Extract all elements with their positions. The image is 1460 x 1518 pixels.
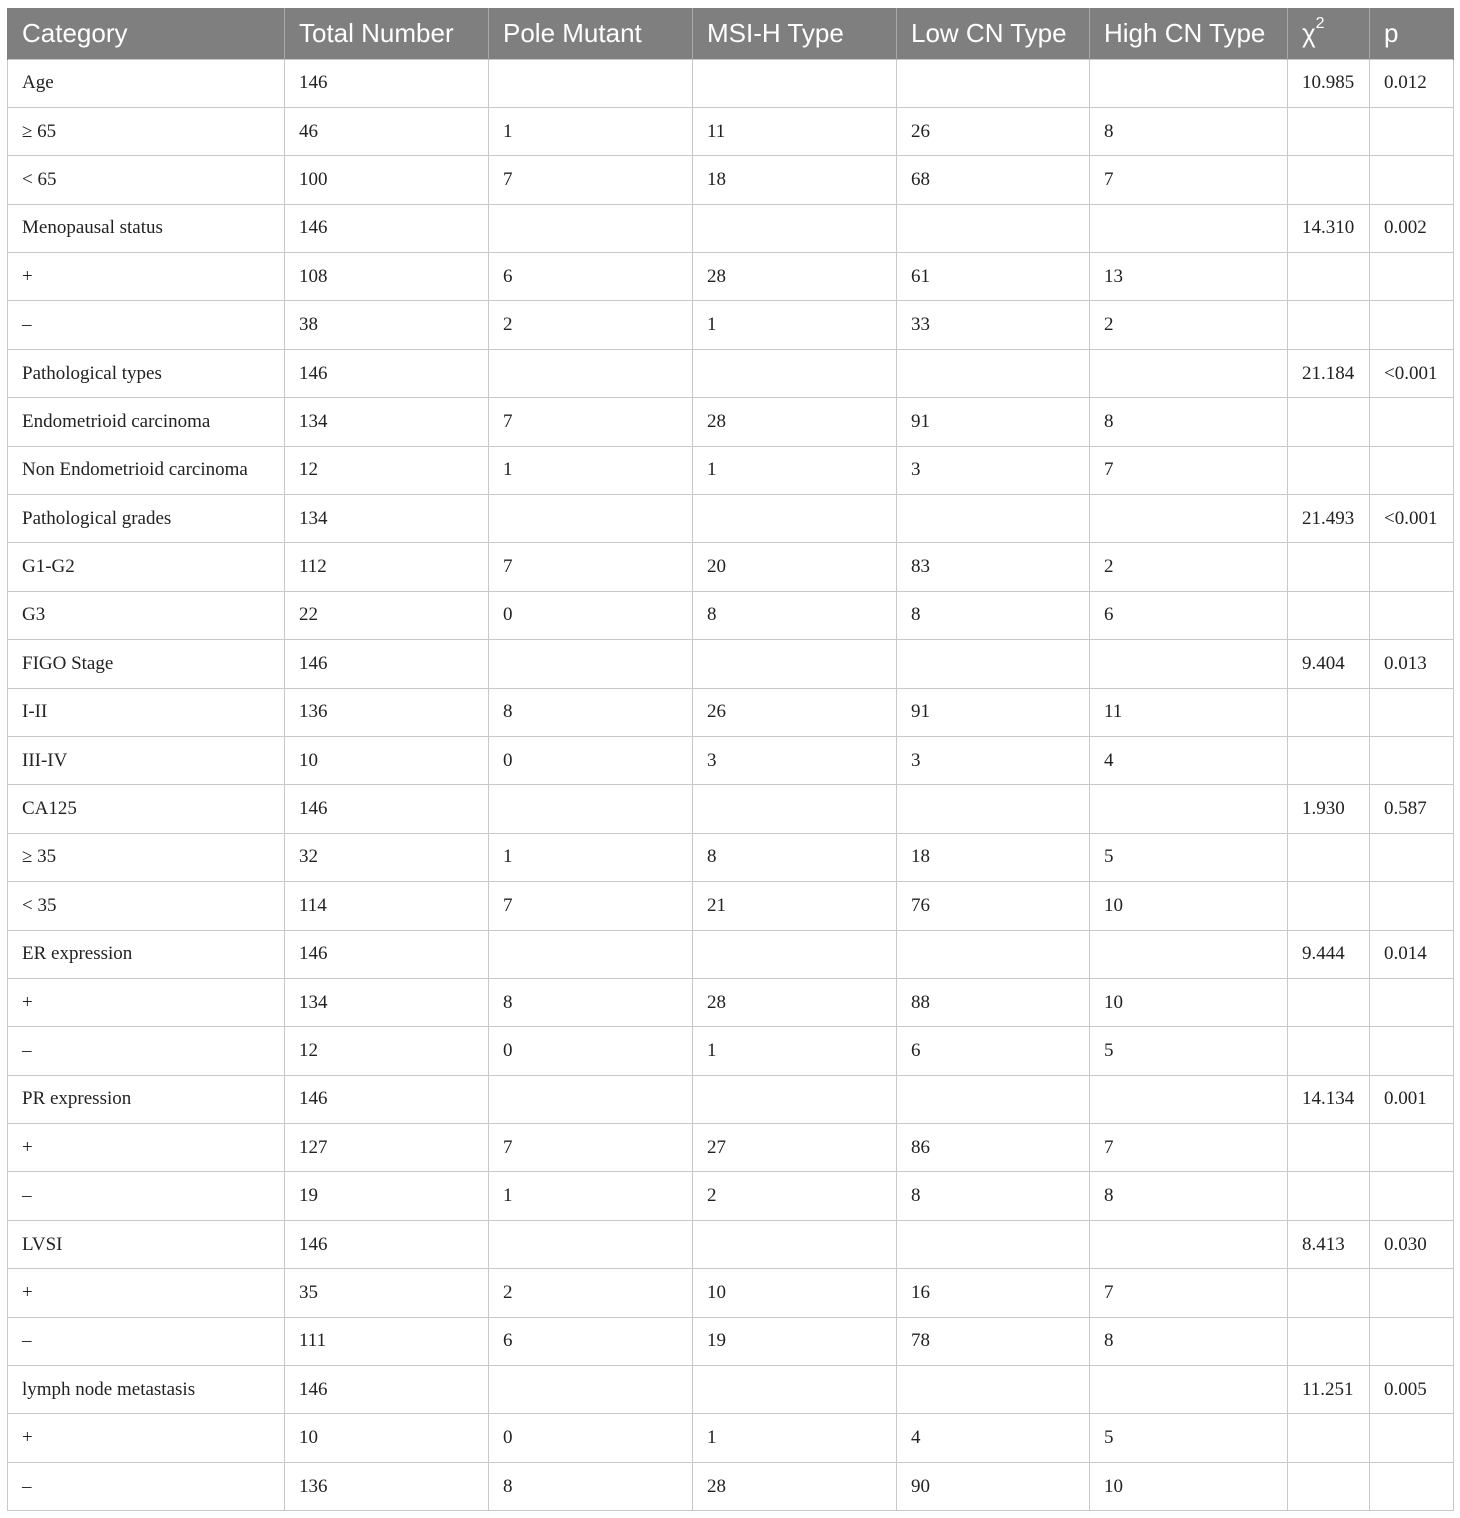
cell-pole-mutant: 7 [489, 1124, 693, 1172]
cell-high-cn-type [1090, 1366, 1288, 1414]
cell-chi-square [1288, 688, 1370, 736]
cell-low-cn-type: 8 [897, 591, 1090, 639]
cell-chi-square [1288, 543, 1370, 591]
cell-total-number: 32 [285, 833, 489, 881]
header-category: Category [8, 8, 285, 59]
cell-pole-mutant: 6 [489, 1317, 693, 1365]
cell-low-cn-type: 8 [897, 1172, 1090, 1220]
cell-high-cn-type: 11 [1090, 688, 1288, 736]
cell-chi-square [1288, 978, 1370, 1026]
cell-p-value: 0.013 [1370, 640, 1454, 688]
cell-p-value: 0.014 [1370, 930, 1454, 978]
cell-total-number: 146 [285, 349, 489, 397]
table-row [8, 640, 1454, 688]
cell-p-value [1370, 882, 1454, 930]
cell-total-number: 10 [285, 1414, 489, 1462]
clinical-characteristics-table [7, 8, 1454, 1511]
cell-msi-h-type [693, 1220, 897, 1268]
cell-high-cn-type: 10 [1090, 978, 1288, 1026]
cell-msi-h-type: 19 [693, 1317, 897, 1365]
cell-low-cn-type: 90 [897, 1462, 1090, 1510]
cell-category: – [8, 1027, 285, 1075]
table-row [8, 156, 1454, 204]
cell-low-cn-type: 91 [897, 398, 1090, 446]
cell-low-cn-type [897, 1220, 1090, 1268]
cell-p-value: 0.587 [1370, 785, 1454, 833]
table-row [8, 736, 1454, 784]
cell-high-cn-type [1090, 59, 1288, 107]
table-row [8, 1124, 1454, 1172]
cell-msi-h-type: 26 [693, 688, 897, 736]
cell-low-cn-type: 83 [897, 543, 1090, 591]
table-row [8, 1027, 1454, 1075]
header-high-cn-type: High CN Type [1090, 8, 1288, 59]
cell-p-value [1370, 1124, 1454, 1172]
header-msi-h-type: MSI-H Type [693, 8, 897, 59]
cell-msi-h-type: 1 [693, 446, 897, 494]
cell-msi-h-type [693, 1366, 897, 1414]
cell-p-value [1370, 1172, 1454, 1220]
cell-category: + [8, 1269, 285, 1317]
table-header [8, 8, 1454, 59]
cell-high-cn-type [1090, 495, 1288, 543]
cell-msi-h-type: 18 [693, 156, 897, 204]
cell-pole-mutant: 2 [489, 1269, 693, 1317]
cell-pole-mutant [489, 930, 693, 978]
cell-msi-h-type [693, 930, 897, 978]
cell-msi-h-type: 21 [693, 882, 897, 930]
cell-high-cn-type [1090, 930, 1288, 978]
header-total-number: Total Number [285, 8, 489, 59]
cell-category: + [8, 1124, 285, 1172]
cell-low-cn-type [897, 204, 1090, 252]
cell-chi-square [1288, 1124, 1370, 1172]
cell-total-number: 46 [285, 107, 489, 155]
cell-p-value [1370, 978, 1454, 1026]
cell-low-cn-type [897, 785, 1090, 833]
cell-total-number: 146 [285, 1220, 489, 1268]
cell-p-value: 0.005 [1370, 1366, 1454, 1414]
cell-category: ≥ 35 [8, 833, 285, 881]
cell-p-value [1370, 398, 1454, 446]
cell-p-value [1370, 301, 1454, 349]
table-row [8, 1269, 1454, 1317]
data-table-container [7, 8, 1453, 1511]
header-p-value: p [1370, 8, 1454, 59]
cell-p-value [1370, 736, 1454, 784]
cell-pole-mutant: 8 [489, 1462, 693, 1510]
cell-high-cn-type [1090, 349, 1288, 397]
cell-pole-mutant: 7 [489, 882, 693, 930]
cell-chi-square [1288, 253, 1370, 301]
table-row [8, 1317, 1454, 1365]
cell-chi-square [1288, 107, 1370, 155]
table-row [8, 398, 1454, 446]
cell-pole-mutant [489, 204, 693, 252]
cell-low-cn-type [897, 59, 1090, 107]
cell-high-cn-type: 7 [1090, 1124, 1288, 1172]
cell-high-cn-type: 8 [1090, 398, 1288, 446]
cell-p-value [1370, 1317, 1454, 1365]
cell-pole-mutant [489, 1075, 693, 1123]
cell-pole-mutant: 7 [489, 398, 693, 446]
cell-total-number: 38 [285, 301, 489, 349]
cell-high-cn-type: 8 [1090, 1172, 1288, 1220]
cell-chi-square [1288, 156, 1370, 204]
cell-total-number: 114 [285, 882, 489, 930]
cell-total-number: 19 [285, 1172, 489, 1220]
table-row [8, 204, 1454, 252]
table-row [8, 1462, 1454, 1510]
table-row [8, 301, 1454, 349]
cell-category: Menopausal status [8, 204, 285, 252]
cell-pole-mutant [489, 785, 693, 833]
cell-p-value: 0.030 [1370, 1220, 1454, 1268]
cell-high-cn-type: 5 [1090, 1027, 1288, 1075]
cell-category: < 35 [8, 882, 285, 930]
cell-high-cn-type: 7 [1090, 446, 1288, 494]
cell-low-cn-type [897, 640, 1090, 688]
cell-msi-h-type: 8 [693, 833, 897, 881]
cell-low-cn-type: 26 [897, 107, 1090, 155]
cell-category: Non Endometrioid carcinoma [8, 446, 285, 494]
cell-pole-mutant [489, 349, 693, 397]
cell-category: lymph node metastasis [8, 1366, 285, 1414]
cell-p-value: 0.002 [1370, 204, 1454, 252]
table-row [8, 1172, 1454, 1220]
cell-chi-square: 11.251 [1288, 1366, 1370, 1414]
table-row [8, 59, 1454, 107]
table-row [8, 978, 1454, 1026]
cell-msi-h-type: 1 [693, 1027, 897, 1075]
cell-category: PR expression [8, 1075, 285, 1123]
cell-msi-h-type [693, 495, 897, 543]
cell-high-cn-type: 4 [1090, 736, 1288, 784]
cell-msi-h-type: 28 [693, 978, 897, 1026]
cell-chi-square [1288, 1414, 1370, 1462]
table-row [8, 349, 1454, 397]
cell-low-cn-type: 76 [897, 882, 1090, 930]
cell-low-cn-type: 4 [897, 1414, 1090, 1462]
cell-pole-mutant: 0 [489, 591, 693, 639]
cell-high-cn-type [1090, 204, 1288, 252]
cell-category: FIGO Stage [8, 640, 285, 688]
cell-chi-square [1288, 301, 1370, 349]
cell-chi-square [1288, 1172, 1370, 1220]
cell-pole-mutant: 7 [489, 543, 693, 591]
cell-chi-square: 9.444 [1288, 930, 1370, 978]
cell-total-number: 136 [285, 1462, 489, 1510]
cell-chi-square: 21.493 [1288, 495, 1370, 543]
cell-p-value [1370, 156, 1454, 204]
cell-chi-square [1288, 591, 1370, 639]
cell-pole-mutant [489, 1366, 693, 1414]
cell-chi-square [1288, 833, 1370, 881]
cell-msi-h-type: 28 [693, 1462, 897, 1510]
cell-category: – [8, 301, 285, 349]
table-row [8, 930, 1454, 978]
cell-pole-mutant [489, 59, 693, 107]
cell-high-cn-type: 10 [1090, 1462, 1288, 1510]
cell-p-value [1370, 688, 1454, 736]
cell-category: Endometrioid carcinoma [8, 398, 285, 446]
chi-symbol: χ [1302, 17, 1316, 48]
cell-pole-mutant [489, 1220, 693, 1268]
cell-total-number: 146 [285, 930, 489, 978]
cell-high-cn-type: 8 [1090, 107, 1288, 155]
table-row [8, 1075, 1454, 1123]
cell-high-cn-type [1090, 1220, 1288, 1268]
cell-total-number: 146 [285, 59, 489, 107]
cell-msi-h-type: 3 [693, 736, 897, 784]
cell-msi-h-type [693, 349, 897, 397]
cell-category: – [8, 1462, 285, 1510]
cell-high-cn-type: 5 [1090, 1414, 1288, 1462]
cell-total-number: 146 [285, 640, 489, 688]
cell-category: < 65 [8, 156, 285, 204]
table-row [8, 446, 1454, 494]
cell-chi-square: 9.404 [1288, 640, 1370, 688]
cell-category: ER expression [8, 930, 285, 978]
cell-p-value [1370, 446, 1454, 494]
table-row [8, 688, 1454, 736]
header-chi-square [1288, 8, 1370, 59]
cell-pole-mutant: 2 [489, 301, 693, 349]
cell-low-cn-type: 88 [897, 978, 1090, 1026]
cell-category: G1-G2 [8, 543, 285, 591]
cell-low-cn-type: 61 [897, 253, 1090, 301]
cell-low-cn-type: 86 [897, 1124, 1090, 1172]
cell-category: Pathological types [8, 349, 285, 397]
cell-p-value [1370, 1462, 1454, 1510]
cell-total-number: 12 [285, 1027, 489, 1075]
cell-low-cn-type: 6 [897, 1027, 1090, 1075]
cell-category: + [8, 978, 285, 1026]
cell-pole-mutant: 0 [489, 1027, 693, 1075]
cell-total-number: 136 [285, 688, 489, 736]
cell-pole-mutant: 0 [489, 1414, 693, 1462]
cell-low-cn-type: 91 [897, 688, 1090, 736]
cell-p-value [1370, 253, 1454, 301]
cell-category: Pathological grades [8, 495, 285, 543]
cell-chi-square: 14.134 [1288, 1075, 1370, 1123]
cell-p-value: 0.001 [1370, 1075, 1454, 1123]
cell-low-cn-type [897, 349, 1090, 397]
cell-pole-mutant: 7 [489, 156, 693, 204]
cell-msi-h-type: 20 [693, 543, 897, 591]
cell-total-number: 146 [285, 1366, 489, 1414]
cell-p-value [1370, 1027, 1454, 1075]
cell-chi-square [1288, 882, 1370, 930]
cell-msi-h-type: 8 [693, 591, 897, 639]
table-row [8, 785, 1454, 833]
cell-low-cn-type: 16 [897, 1269, 1090, 1317]
cell-chi-square: 1.930 [1288, 785, 1370, 833]
cell-chi-square: 10.985 [1288, 59, 1370, 107]
table-row [8, 1220, 1454, 1268]
cell-low-cn-type [897, 1075, 1090, 1123]
table-row [8, 1414, 1454, 1462]
chi-superscript: 2 [1315, 15, 1325, 33]
header-low-cn-type: Low CN Type [897, 8, 1090, 59]
cell-low-cn-type: 3 [897, 446, 1090, 494]
cell-chi-square [1288, 1462, 1370, 1510]
cell-pole-mutant: 1 [489, 1172, 693, 1220]
cell-high-cn-type: 7 [1090, 156, 1288, 204]
cell-category: + [8, 1414, 285, 1462]
cell-p-value [1370, 591, 1454, 639]
cell-total-number: 146 [285, 785, 489, 833]
cell-high-cn-type: 7 [1090, 1269, 1288, 1317]
cell-pole-mutant [489, 640, 693, 688]
table-row [8, 107, 1454, 155]
cell-pole-mutant: 6 [489, 253, 693, 301]
cell-pole-mutant: 0 [489, 736, 693, 784]
cell-p-value: <0.001 [1370, 495, 1454, 543]
cell-total-number: 12 [285, 446, 489, 494]
cell-total-number: 146 [285, 1075, 489, 1123]
table-row [8, 882, 1454, 930]
cell-chi-square [1288, 1317, 1370, 1365]
cell-chi-square [1288, 1027, 1370, 1075]
cell-category: + [8, 253, 285, 301]
cell-msi-h-type [693, 204, 897, 252]
cell-msi-h-type: 27 [693, 1124, 897, 1172]
cell-msi-h-type: 1 [693, 301, 897, 349]
cell-total-number: 108 [285, 253, 489, 301]
cell-p-value [1370, 833, 1454, 881]
cell-p-value [1370, 107, 1454, 155]
cell-total-number: 134 [285, 398, 489, 446]
cell-pole-mutant: 1 [489, 446, 693, 494]
cell-high-cn-type [1090, 640, 1288, 688]
cell-category: III-IV [8, 736, 285, 784]
cell-category: G3 [8, 591, 285, 639]
cell-category: I-II [8, 688, 285, 736]
cell-msi-h-type [693, 785, 897, 833]
cell-p-value: <0.001 [1370, 349, 1454, 397]
header-pole-mutant: Pole Mutant [489, 8, 693, 59]
table-body [8, 59, 1454, 1511]
cell-total-number: 111 [285, 1317, 489, 1365]
cell-low-cn-type [897, 1366, 1090, 1414]
cell-high-cn-type: 2 [1090, 543, 1288, 591]
cell-low-cn-type: 33 [897, 301, 1090, 349]
cell-p-value: 0.012 [1370, 59, 1454, 107]
cell-chi-square: 8.413 [1288, 1220, 1370, 1268]
cell-category: – [8, 1317, 285, 1365]
cell-total-number: 35 [285, 1269, 489, 1317]
cell-msi-h-type: 1 [693, 1414, 897, 1462]
cell-pole-mutant [489, 495, 693, 543]
cell-category: CA125 [8, 785, 285, 833]
cell-msi-h-type [693, 59, 897, 107]
cell-total-number: 134 [285, 978, 489, 1026]
cell-p-value [1370, 1414, 1454, 1462]
cell-chi-square: 21.184 [1288, 349, 1370, 397]
table-row [8, 543, 1454, 591]
table-row [8, 833, 1454, 881]
cell-total-number: 134 [285, 495, 489, 543]
cell-msi-h-type: 11 [693, 107, 897, 155]
cell-high-cn-type: 13 [1090, 253, 1288, 301]
cell-pole-mutant: 8 [489, 688, 693, 736]
cell-low-cn-type [897, 495, 1090, 543]
cell-low-cn-type: 18 [897, 833, 1090, 881]
table-row [8, 253, 1454, 301]
table-row [8, 591, 1454, 639]
cell-pole-mutant: 1 [489, 107, 693, 155]
cell-high-cn-type: 5 [1090, 833, 1288, 881]
cell-pole-mutant: 1 [489, 833, 693, 881]
cell-msi-h-type [693, 640, 897, 688]
cell-low-cn-type: 78 [897, 1317, 1090, 1365]
cell-low-cn-type: 3 [897, 736, 1090, 784]
table-row [8, 1366, 1454, 1414]
cell-msi-h-type: 2 [693, 1172, 897, 1220]
cell-total-number: 22 [285, 591, 489, 639]
cell-category: – [8, 1172, 285, 1220]
table-row [8, 495, 1454, 543]
cell-chi-square [1288, 736, 1370, 784]
cell-total-number: 146 [285, 204, 489, 252]
cell-pole-mutant: 8 [489, 978, 693, 1026]
header-row [8, 8, 1454, 59]
cell-high-cn-type: 6 [1090, 591, 1288, 639]
cell-chi-square [1288, 1269, 1370, 1317]
cell-total-number: 10 [285, 736, 489, 784]
cell-msi-h-type: 28 [693, 398, 897, 446]
cell-msi-h-type: 10 [693, 1269, 897, 1317]
cell-high-cn-type [1090, 785, 1288, 833]
cell-chi-square: 14.310 [1288, 204, 1370, 252]
cell-total-number: 100 [285, 156, 489, 204]
cell-high-cn-type [1090, 1075, 1288, 1123]
cell-low-cn-type [897, 930, 1090, 978]
cell-high-cn-type: 8 [1090, 1317, 1288, 1365]
cell-total-number: 112 [285, 543, 489, 591]
cell-category: Age [8, 59, 285, 107]
cell-low-cn-type: 68 [897, 156, 1090, 204]
cell-category: ≥ 65 [8, 107, 285, 155]
cell-high-cn-type: 10 [1090, 882, 1288, 930]
cell-chi-square [1288, 398, 1370, 446]
cell-category: LVSI [8, 1220, 285, 1268]
cell-high-cn-type: 2 [1090, 301, 1288, 349]
cell-chi-square [1288, 446, 1370, 494]
cell-p-value [1370, 1269, 1454, 1317]
cell-msi-h-type [693, 1075, 897, 1123]
cell-msi-h-type: 28 [693, 253, 897, 301]
cell-p-value [1370, 543, 1454, 591]
cell-total-number: 127 [285, 1124, 489, 1172]
